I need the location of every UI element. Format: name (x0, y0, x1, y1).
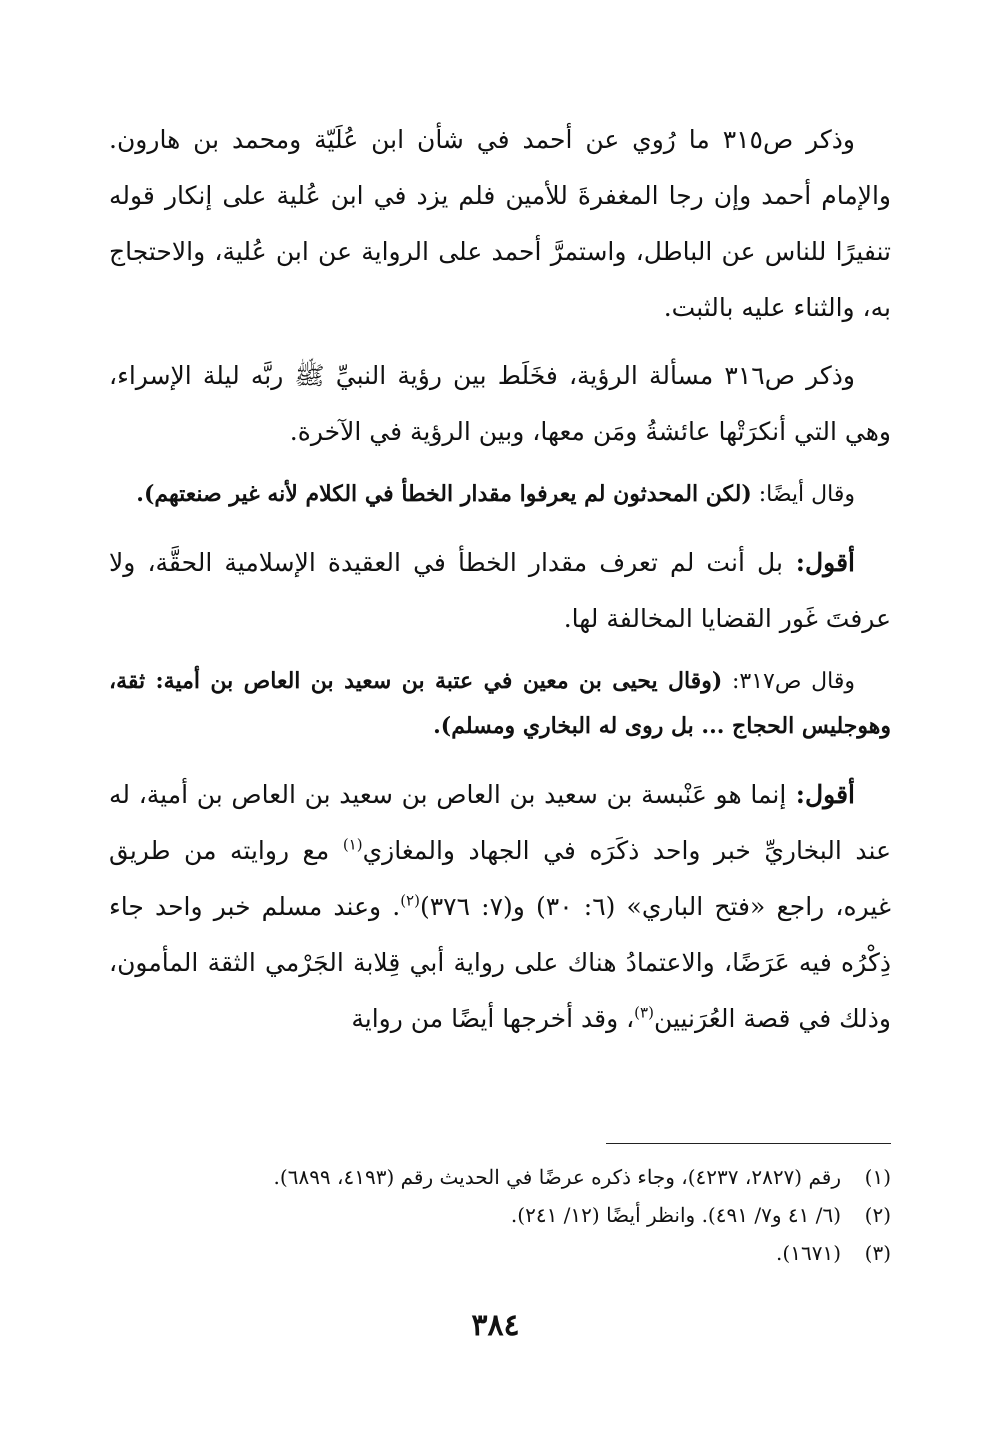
footnote-3 (109, 1234, 891, 1272)
page-number: ٣٨٤ (471, 1308, 520, 1343)
footnote-1 (109, 1158, 891, 1196)
footnote-3-number: (٣) (864, 1241, 891, 1265)
footnote-2-number: (٢) (864, 1203, 891, 1227)
main-text (109, 112, 891, 1059)
paragraph-3-prefix: وقال أيضًا: (751, 482, 855, 507)
paragraph-3-quote: (لكن المحدثون لم يعرفوا مقدار الخطأ في الكلام لأنه غير صنعتهم). (136, 481, 752, 507)
paragraph-5-quote: (وقال يحيى بن معين في عتبة بن سعيد بن العاص بن أمية: ثقة، وهوجليس الحجاج ... بل روى له البخاري ومسلم). (109, 668, 891, 739)
paragraph-1 (109, 112, 891, 336)
paragraph-6 (109, 767, 891, 1047)
footnote-separator (606, 1143, 891, 1144)
paragraph-5-prefix: وقال ص٣١٧: (722, 669, 856, 694)
paragraph-4-text: بل أنت لم تعرف مقدار الخطأ في العقيدة الإسلامية الحقَّة، ولا عرفتَ غَور القضايا المخالفة لها. (109, 548, 891, 633)
paragraph-6-text-c: . وعند مسلم خبر واحد جاء ذِكْرُه فيه عَرَضًا، والاعتمادُ هناك على رواية أبي قِلابة الجَرْمي الثقة المأمون، وذلك في قصة العُرَنيين (109, 892, 891, 1033)
paragraph-2 (109, 348, 891, 460)
paragraph-6-text-a: إنما هو عَنْبسة بن سعيد بن العاص بن سعيد بن العاص بن أمية، له عند البخاريِّ خبر واحد ذكَرَه في الجهاد والمغازي (109, 780, 891, 865)
footnote-2-text: (٦/ ٤١ و٧/ ٤٩١). وانظر أيضًا (١٢/ ٢٤١). (510, 1203, 841, 1227)
footnote-ref-2[interactable]: (٢) (400, 891, 420, 910)
paragraph-5 (109, 659, 891, 749)
footnote-1-number: (١) (864, 1165, 891, 1189)
paragraph-6-prefix: أقول: (786, 780, 855, 809)
footnote-ref-1[interactable]: (١) (342, 835, 363, 854)
footnote-3-text: (١٦٧١). (776, 1241, 841, 1265)
footnote-1-text: رقم (٢٨٢٧، ٤٢٣٧)، وجاء ذكره عرضًا في الحديث رقم (٤١٩٣، ٦٨٩٩). (273, 1165, 841, 1189)
footnote-2 (109, 1196, 891, 1234)
paragraph-6-text-d: ، وقد أخرجها أيضًا من رواية (351, 1004, 635, 1033)
paragraph-6-text-b: مع روايته من طريق غيره، راجع «فتح الباري» (٦: ٣٠) و(٧: ٣٧٦) (109, 836, 891, 921)
paragraph-4 (109, 535, 891, 647)
footnote-ref-3[interactable]: (٣) (634, 1003, 654, 1022)
paragraph-1-text: وذكر ص٣١٥ ما رُوي عن أحمد في شأن ابن عُلَيّة ومحمد بن هارون. والإمام أحمد وإن رجا المغفرةَ للأمين فلم يزد في ابن عُلية على إنكار قوله تنفيرًا للناس عن الباطل، واستمرَّ أحمد على الرواية عن ابن عُلية، والاحتجاج به، والثناء عليه بالثبت. (109, 125, 891, 322)
paragraph-4-prefix: أقول: (782, 548, 855, 577)
footnotes (109, 1158, 891, 1272)
paragraph-3 (109, 472, 891, 517)
paragraph-2-text: وذكر ص٣١٦ مسألة الرؤية، فخَلَط بين رؤية النبيِّ ﷺ ربَّه ليلة الإسراء، وهي التي أنكرَتْها عائشةُ ومَن معها، وبين الرؤية في الآخرة. (109, 361, 891, 446)
